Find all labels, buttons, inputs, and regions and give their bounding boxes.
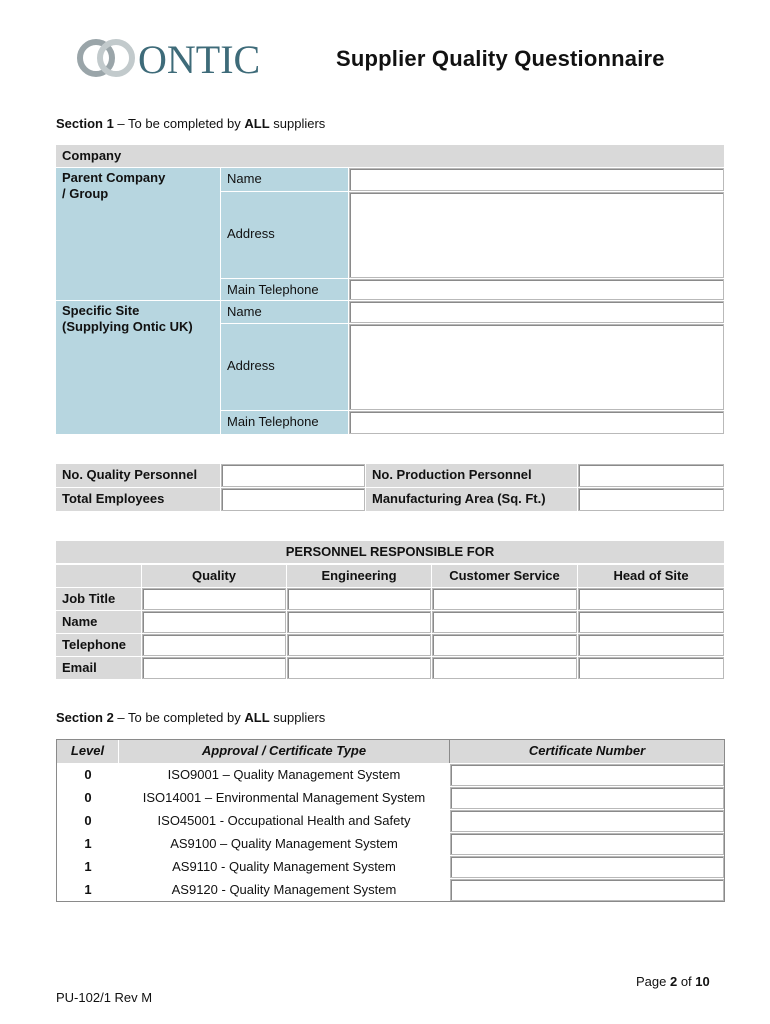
personnel-header: PERSONNEL RESPONSIBLE FOR: [56, 541, 724, 564]
engineering-telephone-field[interactable]: [287, 634, 431, 656]
document-reference: PU-102/1 Rev M: [56, 990, 153, 1005]
cert-row-1-level: 0: [84, 767, 92, 782]
ontic-logo-mark: [74, 38, 294, 78]
customer-service-telephone-field[interactable]: [432, 634, 577, 656]
site-telephone-field[interactable]: [349, 411, 724, 434]
site-address-field[interactable]: [349, 324, 724, 410]
page-number: [636, 974, 710, 989]
engineering-email-field[interactable]: [287, 657, 431, 679]
manufacturing-area-label: Manufacturing Area (Sq. Ft.): [366, 488, 577, 511]
row-name: Name: [56, 611, 141, 633]
page-word: Page: [636, 974, 670, 989]
page-of: of: [677, 974, 696, 989]
page-total: 10: [695, 974, 710, 989]
cert-row-6-type: AS9120 - Quality Management System: [171, 882, 397, 897]
section-1-emph: ALL: [244, 116, 270, 131]
cert-row-4-level: 1: [84, 836, 92, 851]
quality-personnel-field[interactable]: [221, 464, 365, 487]
cert-row-1-number-field[interactable]: [450, 764, 724, 786]
cert-row-2-level: 0: [84, 790, 92, 805]
cert-row-5-number-field[interactable]: [450, 856, 724, 878]
parent-company-label: [56, 168, 220, 300]
parent-company-label-line1: Parent Company: [62, 170, 166, 185]
cert-row-4-number-field[interactable]: [450, 833, 724, 855]
parent-name-label: Name: [221, 168, 348, 191]
head-of-site-email-field[interactable]: [578, 657, 724, 679]
section-1-lead: Section 1: [56, 116, 114, 131]
head-of-site-name-field[interactable]: [578, 611, 724, 633]
cert-row-4-type: AS9100 – Quality Management System: [170, 836, 398, 851]
quality-job-title-field[interactable]: [142, 588, 286, 610]
parent-telephone-label: Main Telephone: [221, 279, 348, 300]
col-certificate-type: Approval / Certificate Type: [119, 740, 449, 763]
production-personnel-field[interactable]: [578, 464, 724, 487]
parent-address-field[interactable]: [349, 192, 724, 278]
row-job-title: Job Title: [56, 588, 141, 610]
head-of-site-job-title-field[interactable]: [578, 588, 724, 610]
site-name-label: Name: [221, 301, 348, 323]
specific-site-label-line1: Specific Site: [62, 303, 140, 318]
section-2-heading: [56, 710, 325, 725]
customer-service-name-field[interactable]: [432, 611, 577, 633]
page-title: Supplier Quality Questionnaire: [336, 46, 665, 71]
site-name-field[interactable]: [349, 301, 724, 323]
quality-name-field[interactable]: [142, 611, 286, 633]
cert-row-2-number-field[interactable]: [450, 787, 724, 809]
head-of-site-telephone-field[interactable]: [578, 634, 724, 656]
quality-email-field[interactable]: [142, 657, 286, 679]
row-telephone: Telephone: [56, 634, 141, 656]
certificates-table: [56, 739, 725, 902]
section-1-heading: [56, 116, 325, 131]
engineering-name-field[interactable]: [287, 611, 431, 633]
logo-wordmark: ONTIC: [138, 38, 261, 78]
col-customer-service: Customer Service: [432, 565, 577, 587]
customer-service-job-title-field[interactable]: [432, 588, 577, 610]
section-2-lead: Section 2: [56, 710, 114, 725]
parent-address-label: Address: [221, 192, 348, 278]
section-2-dash: – To be completed by: [113, 710, 245, 725]
ontic-logo: [74, 38, 294, 78]
personnel-corner: [56, 565, 141, 587]
engineering-job-title-field[interactable]: [287, 588, 431, 610]
cert-row-3-type: ISO45001 - Occupational Health and Safety: [157, 813, 411, 828]
col-quality: Quality: [142, 565, 286, 587]
cert-row-1-type: ISO9001 – Quality Management System: [167, 767, 401, 782]
section-2-emph: ALL: [244, 710, 270, 725]
col-level: Level: [57, 740, 119, 763]
quality-personnel-label: No. Quality Personnel: [56, 464, 220, 487]
total-employees-label: Total Employees: [56, 488, 220, 511]
cert-row-2-type: ISO14001 – Environmental Management System: [142, 790, 426, 805]
production-personnel-label: No. Production Personnel: [366, 464, 577, 487]
site-address-label: Address: [221, 324, 348, 410]
cert-row-5-type: AS9110 - Quality Management System: [172, 859, 396, 874]
section-1-dash: – To be completed by: [113, 116, 245, 131]
quality-telephone-field[interactable]: [142, 634, 286, 656]
cert-row-5-level: 1: [84, 859, 92, 874]
specific-site-label-line2: (Supplying Ontic UK): [62, 319, 193, 334]
site-telephone-label: Main Telephone: [221, 411, 348, 434]
customer-service-email-field[interactable]: [432, 657, 577, 679]
parent-telephone-field[interactable]: [349, 279, 724, 300]
parent-company-label-line2: / Group: [62, 186, 109, 201]
page-current: 2: [669, 974, 678, 989]
cert-row-3-level: 0: [84, 813, 92, 828]
specific-site-label: [56, 300, 220, 434]
total-employees-field[interactable]: [221, 488, 365, 511]
col-certificate-number: Certificate Number: [449, 740, 724, 763]
col-head-of-site: Head of Site: [578, 565, 724, 587]
cert-row-6-level: 1: [84, 882, 92, 897]
col-engineering: Engineering: [287, 565, 431, 587]
cert-row-6-number-field[interactable]: [450, 879, 724, 901]
cert-row-3-number-field[interactable]: [450, 810, 724, 832]
section-1-tail: suppliers: [269, 116, 326, 131]
section-2-tail: suppliers: [269, 710, 326, 725]
manufacturing-area-field[interactable]: [578, 488, 724, 511]
parent-name-field[interactable]: [349, 168, 724, 191]
company-header: Company: [56, 145, 724, 168]
row-email: Email: [56, 657, 141, 679]
